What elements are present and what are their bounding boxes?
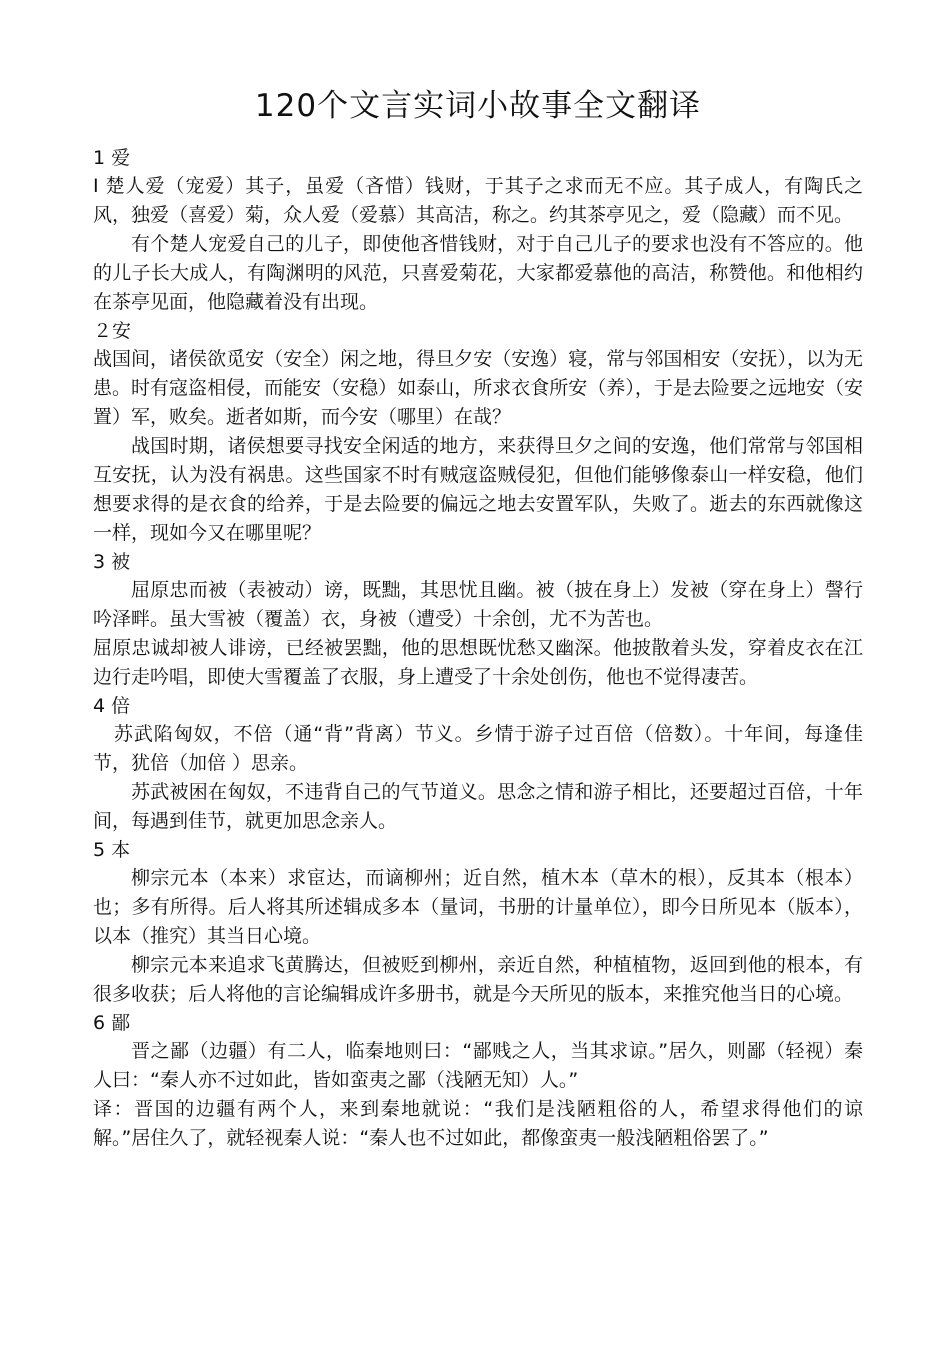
entry-translation: 苏武被困在匈奴，不违背自己的气节道义。思念之情和游子相比，还要超过百倍，十年间，每遇到佳节，就更加思念亲人。	[93, 781, 863, 832]
entry-original-text: I 楚人爱（宠爱）其子，虽爱（吝惜）钱财，于其子之求而无不应。其子成人，有陶氏之风，独爱（喜爱）菊，众人爱（爱慕）其高洁，称之。约其茶亭见之，爱（隐藏）而不见。	[93, 175, 863, 226]
entry-5	[93, 836, 863, 1009]
entry-translation: 战国时期，诸侯想要寻找安全闲适的地方，来获得旦夕之间的安逸，他们常常与邻国相互安抚，认为没有祸患。这些国家不时有贼寇盗贼侵犯，但他们能够像泰山一样安稳，他们想要求得的是衣食的给养，于是去险要的偏远之地去安置军队，失败了。逝去的东西就像这一样，现如今又在哪里呢？	[93, 435, 863, 544]
entry-original-text: 苏武陷匈奴，不倍（通“背”背离）节义。乡情于游子过百倍（倍数）。十年间，每逢佳节，犹倍（加倍 ）思亲。	[93, 723, 863, 774]
entry-heading: 5 本	[93, 839, 131, 861]
document-page	[93, 84, 863, 1153]
entry-2	[93, 317, 863, 548]
entry-translation: 柳宗元本来追求飞黄腾达，但被贬到柳州，亲近自然，种植植物，返回到他的根本，有很多收获；后人将他的言论编辑成许多册书，就是今天所见的版本，来推究他当日的心境。	[93, 954, 863, 1005]
entry-heading: 4 倍	[93, 695, 131, 717]
entry-heading: 6 鄙	[93, 1012, 131, 1034]
page-title: 120个文言实词小故事全文翻译	[254, 88, 702, 124]
entry-original-text: 柳宗元本（本来）求宦达，而谪柳州；近自然，植木本（草木的根），反其本（根本）也；多有所得。后人将其所述辑成多本（量词，书册的计量单位），即今日所见本（版本），以本（推究）其当日心境。	[93, 867, 863, 947]
entry-translation: 译：晋国的边疆有两个人，来到秦地就说：“我们是浅陋粗俗的人，希望求得他们的谅解。”居住久了，就轻视秦人说：“秦人也不过如此，都像蛮夷一般浅陋粗俗罢了。”	[93, 1098, 863, 1149]
entry-translation: 有个楚人宠爱自己的儿子，即使他吝惜钱财，对于自己儿子的要求也没有不答应的。他的儿子长大成人，有陶渊明的风范，只喜爱菊花，大家都爱慕他的高洁，称赞他。和他相约在茶亭见面，他隐藏着没有出现。	[93, 233, 863, 313]
entry-translation: 屈原忠诚却被人诽谤，已经被罢黜，他的思想既忧愁又幽深。他披散着头发，穿着皮衣在江边行走吟唱，即使大雪覆盖了衣服，身上遭受了十余处创伤，他也不觉得凄苦。	[93, 637, 863, 688]
entry-original-text: 屈原忠而被（表被动）谤，既黜，其思忧且幽。被（披在身上）发被（穿在身上）謦行吟泽畔。虽大雪被（覆盖）衣，身被（遭受）十余创，尤不为苦也。	[93, 579, 863, 630]
entry-heading: ２安	[93, 320, 132, 342]
entry-4	[93, 692, 863, 836]
entry-3	[93, 548, 863, 692]
entry-6	[93, 1009, 863, 1153]
entry-heading: 3 被	[93, 551, 131, 573]
entry-heading: 1 爱	[93, 147, 131, 169]
entry-1	[93, 144, 863, 317]
entry-original-text: 晋之鄙（边疆）有二人，临秦地则曰：“鄙贱之人，当其求谅。”居久，则鄙（轻视）秦人曰：“秦人亦不过如此，皆如蛮夷之鄙（浅陋无知）人。”	[93, 1040, 863, 1091]
entry-original-text: 战国间，诸侯欲觅安（安全）闲之地，得旦夕安（安逸）寝，常与邻国相安（安抚），以为无患。时有寇盗相侵，而能安（安稳）如泰山，所求衣食所安（养），于是去险要之远地安（安置）军，败矣。逝者如斯，而今安（哪里）在哉？	[93, 348, 863, 428]
